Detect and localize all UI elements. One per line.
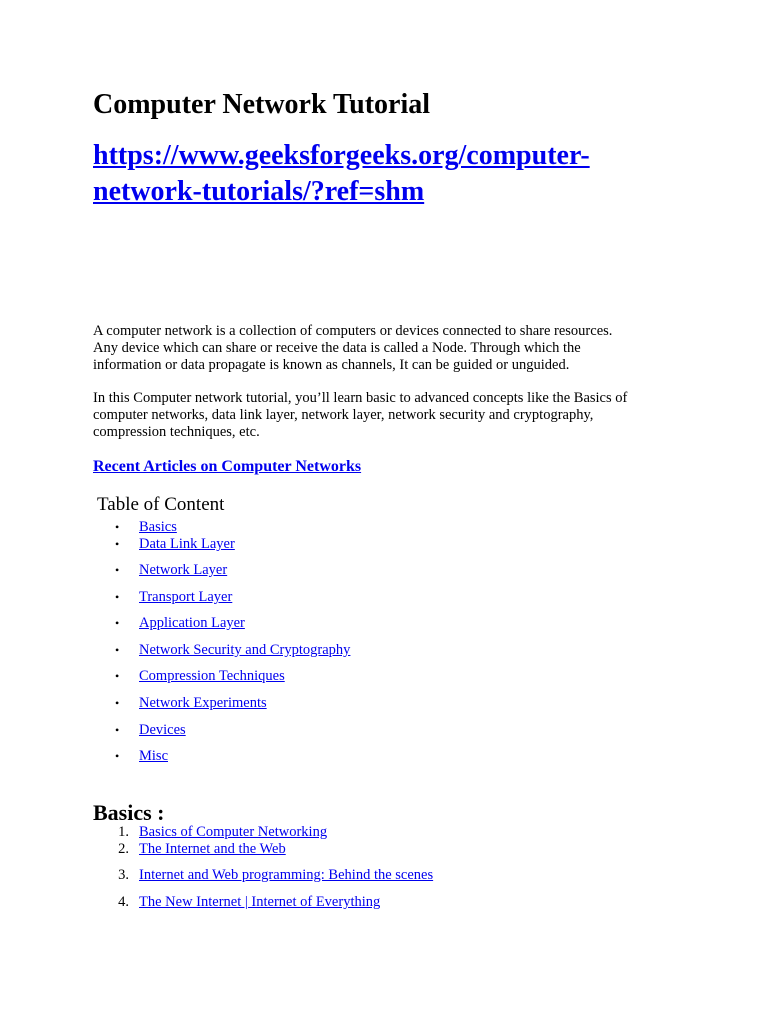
basics-link[interactable]: The New Internet | Internet of Everything: [139, 894, 381, 910]
toc-link-transport-layer[interactable]: Transport Layer: [139, 589, 233, 605]
tutorial-paragraph: [93, 390, 683, 441]
list-number: 1.: [118, 824, 129, 840]
bullet-icon: •: [115, 616, 120, 630]
toc-link-network-experiments[interactable]: Network Experiments: [139, 695, 267, 711]
toc-link-network-layer[interactable]: Network Layer: [139, 562, 228, 578]
intro-line: Any device which can share or receive the data is called a Node. Through which the: [93, 340, 581, 356]
intro-line: A computer network is a collection of computers or devices connected to share resources.: [93, 323, 613, 339]
bullet-icon: •: [115, 520, 120, 534]
page-title: Computer Network Tutorial: [93, 89, 431, 120]
list-number: 2.: [118, 841, 129, 857]
source-url-link[interactable]: [93, 138, 673, 210]
bullet-icon: •: [115, 669, 120, 683]
bullet-icon: •: [115, 749, 120, 763]
bullet-icon: •: [115, 696, 120, 710]
list-number: 3.: [118, 867, 129, 883]
tutorial-line: computer networks, data link layer, network layer, network security and cryptography,: [93, 407, 594, 423]
tutorial-line: In this Computer network tutorial, you’ll learn basic to advanced concepts like the Basics of: [93, 390, 628, 406]
tutorial-line: compression techniques, etc.: [93, 424, 260, 440]
recent-articles-link[interactable]: Recent Articles on Computer Networks: [93, 458, 362, 475]
toc-link-network-security[interactable]: Network Security and Cryptography: [139, 642, 351, 658]
source-url-line-2[interactable]: network-tutorials/?ref=shm: [93, 176, 425, 207]
toc-link-devices[interactable]: Devices: [139, 722, 186, 738]
list-number: 4.: [118, 894, 129, 910]
toc-link-basics[interactable]: Basics: [139, 519, 177, 535]
bullet-icon: •: [115, 537, 120, 551]
toc-link-compression-techniques[interactable]: Compression Techniques: [139, 668, 285, 684]
bullet-icon: •: [115, 590, 120, 604]
source-url-line-1[interactable]: https://www.geeksforgeeks.org/computer-: [93, 140, 590, 171]
bullet-icon: •: [115, 643, 120, 657]
basics-heading: Basics :: [93, 800, 165, 826]
intro-line: information or data propagate is known as channels, It can be guided or unguided.: [93, 357, 570, 373]
toc-link-application-layer[interactable]: Application Layer: [139, 615, 245, 631]
basics-link[interactable]: The Internet and the Web: [139, 841, 286, 857]
bullet-icon: •: [115, 723, 120, 737]
toc-link-data-link-layer[interactable]: Data Link Layer: [139, 536, 235, 552]
toc-link-misc[interactable]: Misc: [139, 748, 168, 764]
intro-paragraph: [93, 323, 683, 374]
bullet-icon: •: [115, 563, 120, 577]
basics-link[interactable]: Basics of Computer Networking: [139, 824, 328, 840]
toc-heading: Table of Content: [97, 494, 225, 515]
basics-link[interactable]: Internet and Web programming: Behind the scenes: [139, 867, 434, 883]
